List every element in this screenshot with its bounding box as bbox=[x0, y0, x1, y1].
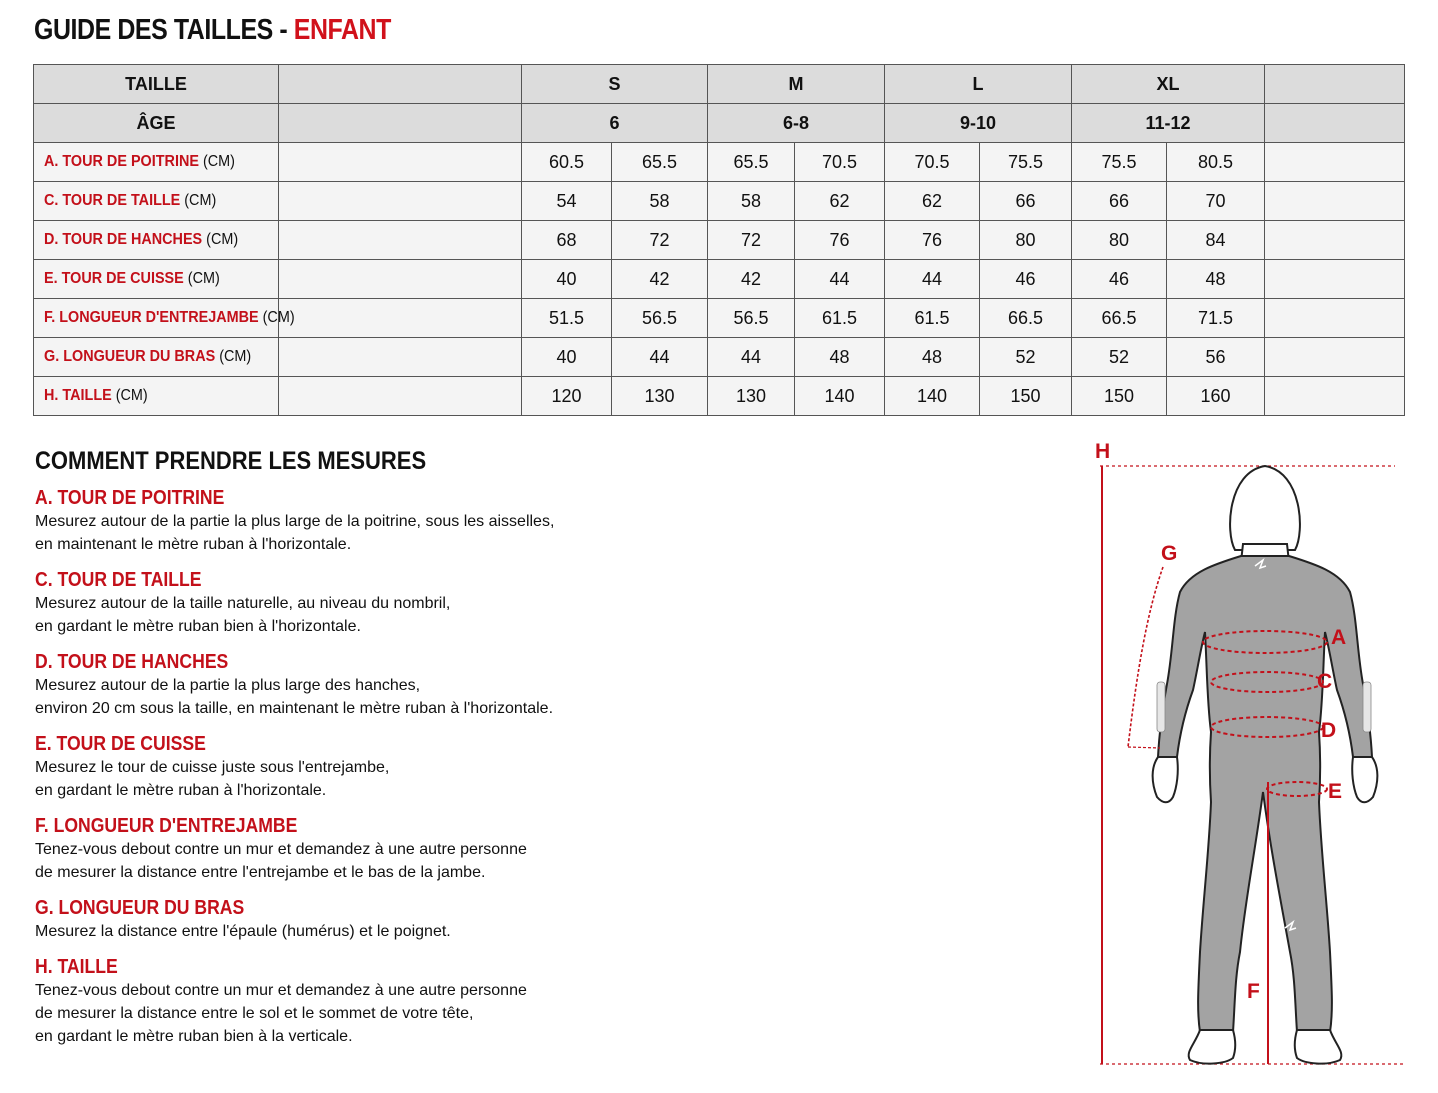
instruction-text: Mesurez autour de la partie la plus large des hanches, bbox=[35, 677, 421, 694]
measure-label: A. TOUR DE POITRINE bbox=[44, 153, 199, 170]
age-header-row bbox=[34, 104, 1405, 143]
page-title bbox=[34, 14, 391, 47]
instruction-text: Mesurez autour de la partie la plus large de la poitrine, sous les aisselles, bbox=[35, 513, 555, 530]
measure-value: 56.5 bbox=[612, 299, 708, 338]
label-c: C bbox=[1317, 670, 1333, 693]
measure-value: 44 bbox=[708, 338, 795, 377]
size-l: L bbox=[885, 65, 1072, 104]
measure-label-cell bbox=[34, 143, 279, 182]
measure-value: 51.5 bbox=[522, 299, 612, 338]
age-s: 6 bbox=[522, 104, 708, 143]
measure-value: 76 bbox=[795, 221, 885, 260]
blank-cell bbox=[1265, 65, 1405, 104]
blank-cell bbox=[1265, 260, 1405, 299]
measure-value: 70.5 bbox=[885, 143, 980, 182]
measure-value: 58 bbox=[708, 182, 795, 221]
how-to-title: COMMENT PRENDRE LES MESURES bbox=[35, 447, 427, 475]
instruction-text: Mesurez le tour de cuisse juste sous l'entrejambe, bbox=[35, 759, 390, 776]
measure-unit: (CM) bbox=[202, 231, 239, 248]
measure-value: 48 bbox=[1167, 260, 1265, 299]
measure-value: 66 bbox=[980, 182, 1072, 221]
body-figure-svg bbox=[1085, 432, 1410, 1072]
measure-value: 140 bbox=[885, 377, 980, 416]
instruction-heading: D. TOUR DE HANCHES bbox=[35, 651, 229, 673]
blank-cell bbox=[279, 338, 522, 377]
measure-instruction bbox=[35, 486, 735, 556]
measure-label: G. LONGUEUR DU BRAS bbox=[44, 348, 216, 365]
measure-value: 54 bbox=[522, 182, 612, 221]
measure-label: C. TOUR DE TAILLE bbox=[44, 192, 181, 209]
measure-value: 150 bbox=[1072, 377, 1167, 416]
measure-label-cell bbox=[34, 182, 279, 221]
measure-value: 48 bbox=[885, 338, 980, 377]
measure-value: 61.5 bbox=[885, 299, 980, 338]
measure-value: 130 bbox=[708, 377, 795, 416]
measure-unit: (CM) bbox=[198, 153, 235, 170]
blank-cell bbox=[279, 299, 522, 338]
measure-label-cell bbox=[34, 338, 279, 377]
measure-value: 61.5 bbox=[795, 299, 885, 338]
instruction-text: de mesurer la distance entre le sol et le sommet de votre tête, bbox=[35, 1005, 474, 1022]
measure-value: 70.5 bbox=[795, 143, 885, 182]
measure-label: E. TOUR DE CUISSE bbox=[44, 270, 184, 287]
measure-instruction bbox=[35, 650, 735, 720]
measure-label: H. TAILLE bbox=[44, 387, 112, 404]
measure-instruction bbox=[35, 732, 735, 802]
blank-cell bbox=[279, 260, 522, 299]
measure-row bbox=[34, 377, 1405, 416]
measure-label: D. TOUR DE HANCHES bbox=[44, 231, 203, 248]
measure-value: 140 bbox=[795, 377, 885, 416]
instruction-heading: G. LONGUEUR DU BRAS bbox=[35, 897, 245, 919]
label-f: F bbox=[1247, 980, 1260, 1003]
label-d: D bbox=[1321, 719, 1337, 742]
measure-value: 72 bbox=[612, 221, 708, 260]
size-xl: XL bbox=[1072, 65, 1265, 104]
blank-cell bbox=[279, 104, 522, 143]
measure-value: 48 bbox=[795, 338, 885, 377]
blank-cell bbox=[279, 65, 522, 104]
blank-cell bbox=[1265, 143, 1405, 182]
measure-unit: (CM) bbox=[180, 192, 217, 209]
instruction-text: en gardant le mètre ruban à l'horizontale. bbox=[35, 782, 327, 799]
measure-instruction bbox=[35, 955, 735, 1048]
measure-instruction bbox=[35, 896, 735, 943]
blank-cell bbox=[279, 143, 522, 182]
size-chart-table bbox=[33, 64, 1405, 416]
blank-cell bbox=[279, 377, 522, 416]
measure-unit: (CM) bbox=[215, 348, 252, 365]
measure-value: 70 bbox=[1167, 182, 1265, 221]
measure-label-cell bbox=[34, 221, 279, 260]
instruction-heading: C. TOUR DE TAILLE bbox=[35, 569, 202, 591]
measure-value: 160 bbox=[1167, 377, 1265, 416]
measure-value: 44 bbox=[795, 260, 885, 299]
measure-label-cell bbox=[34, 299, 295, 338]
measure-value: 40 bbox=[522, 338, 612, 377]
measure-value: 76 bbox=[885, 221, 980, 260]
age-m: 6-8 bbox=[708, 104, 885, 143]
measure-value: 71.5 bbox=[1167, 299, 1265, 338]
size-s: S bbox=[522, 65, 708, 104]
instruction-text: Mesurez la distance entre l'épaule (humérus) et le poignet. bbox=[35, 923, 451, 940]
measure-value: 44 bbox=[885, 260, 980, 299]
measure-value: 75.5 bbox=[980, 143, 1072, 182]
measure-value: 46 bbox=[980, 260, 1072, 299]
blank-cell bbox=[279, 182, 522, 221]
measure-row bbox=[34, 143, 1405, 182]
measure-value: 66.5 bbox=[980, 299, 1072, 338]
size-header-row bbox=[34, 65, 1405, 104]
instruction-heading: E. TOUR DE CUISSE bbox=[35, 733, 206, 755]
measure-value: 60.5 bbox=[522, 143, 612, 182]
measure-value: 80.5 bbox=[1167, 143, 1265, 182]
measure-row bbox=[34, 221, 1405, 260]
measure-value: 62 bbox=[885, 182, 980, 221]
measure-value: 80 bbox=[1072, 221, 1167, 260]
blank-cell bbox=[1265, 182, 1405, 221]
measure-value: 58 bbox=[612, 182, 708, 221]
measure-row bbox=[34, 260, 1405, 299]
age-l: 9-10 bbox=[885, 104, 1072, 143]
blank-cell bbox=[1265, 299, 1405, 338]
measure-value: 65.5 bbox=[708, 143, 795, 182]
measure-value: 52 bbox=[980, 338, 1072, 377]
instruction-text: Mesurez autour de la taille naturelle, au niveau du nombril, bbox=[35, 595, 451, 612]
instruction-heading: F. LONGUEUR D'ENTREJAMBE bbox=[35, 815, 298, 837]
blank-cell bbox=[1265, 221, 1405, 260]
label-g: G bbox=[1161, 542, 1178, 565]
blank-cell bbox=[1265, 104, 1405, 143]
body-measurement-figure bbox=[1085, 432, 1410, 1072]
measure-unit: (CM) bbox=[111, 387, 148, 404]
measure-value: 120 bbox=[522, 377, 612, 416]
instruction-text: Tenez-vous debout contre un mur et demandez à une autre personne bbox=[35, 841, 527, 858]
measure-value: 44 bbox=[612, 338, 708, 377]
instruction-text: Tenez-vous debout contre un mur et demandez à une autre personne bbox=[35, 982, 527, 999]
measure-label-cell bbox=[34, 260, 279, 299]
instruction-heading: A. TOUR DE POITRINE bbox=[35, 487, 225, 509]
instruction-text: de mesurer la distance entre l'entrejambe et le bas de la jambe. bbox=[35, 864, 486, 881]
measure-value: 66 bbox=[1072, 182, 1167, 221]
size-row-label: TAILLE bbox=[34, 65, 279, 104]
size-m: M bbox=[708, 65, 885, 104]
instruction-text: en gardant le mètre ruban bien à la verticale. bbox=[35, 1028, 353, 1045]
blank-cell bbox=[1265, 338, 1405, 377]
age-xl: 11-12 bbox=[1072, 104, 1265, 143]
measure-instruction bbox=[35, 814, 735, 884]
measure-value: 56 bbox=[1167, 338, 1265, 377]
label-e: E bbox=[1328, 780, 1343, 803]
measure-value: 42 bbox=[612, 260, 708, 299]
measure-value: 80 bbox=[980, 221, 1072, 260]
how-to-measure bbox=[35, 447, 735, 1060]
instruction-text: en gardant le mètre ruban bien à l'horizontale. bbox=[35, 618, 361, 635]
label-a: A bbox=[1331, 626, 1347, 649]
measure-value: 65.5 bbox=[612, 143, 708, 182]
measure-value: 62 bbox=[795, 182, 885, 221]
measure-value: 130 bbox=[612, 377, 708, 416]
measure-unit: (CM) bbox=[183, 270, 220, 287]
measure-value: 75.5 bbox=[1072, 143, 1167, 182]
instruction-heading: H. TAILLE bbox=[35, 956, 118, 978]
measure-value: 42 bbox=[708, 260, 795, 299]
measure-value: 72 bbox=[708, 221, 795, 260]
label-h: H bbox=[1095, 440, 1111, 463]
age-row-label: ÂGE bbox=[34, 104, 279, 143]
instruction-text: en maintenant le mètre ruban à l'horizontale. bbox=[35, 536, 352, 553]
measure-unit: (CM) bbox=[258, 309, 295, 326]
measure-value: 66.5 bbox=[1072, 299, 1167, 338]
measure-row bbox=[34, 299, 1405, 338]
measure-value: 68 bbox=[522, 221, 612, 260]
measure-value: 150 bbox=[980, 377, 1072, 416]
measure-label-cell bbox=[34, 377, 279, 416]
suit-figure bbox=[1153, 466, 1378, 1064]
measure-row bbox=[34, 338, 1405, 377]
measure-value: 46 bbox=[1072, 260, 1167, 299]
instruction-text: environ 20 cm sous la taille, en maintenant le mètre ruban à l'horizontale. bbox=[35, 700, 554, 717]
measure-value: 84 bbox=[1167, 221, 1265, 260]
measure-value: 40 bbox=[522, 260, 612, 299]
blank-cell bbox=[279, 221, 522, 260]
measure-instruction bbox=[35, 568, 735, 638]
measure-value: 52 bbox=[1072, 338, 1167, 377]
measure-label: F. LONGUEUR D'ENTREJAMBE bbox=[44, 309, 259, 326]
blank-cell bbox=[1265, 377, 1405, 416]
title-main: GUIDE DES TAILLES - bbox=[34, 14, 294, 46]
title-accent: ENFANT bbox=[293, 14, 391, 46]
measure-value: 56.5 bbox=[708, 299, 795, 338]
measure-row bbox=[34, 182, 1405, 221]
